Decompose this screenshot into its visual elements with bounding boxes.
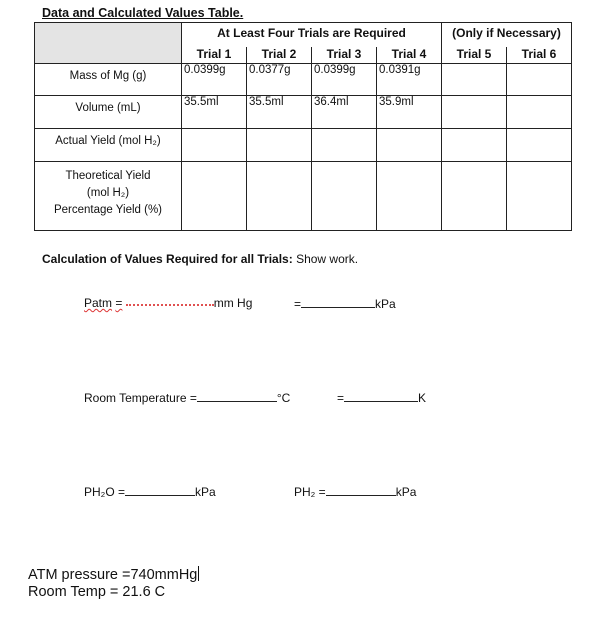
section-title: Data and Calculated Values Table. [42, 6, 244, 20]
row-label-mass: Mass of Mg (g) [35, 64, 182, 96]
room-temp-kelvin-row [337, 390, 426, 405]
patm-equals: = [115, 296, 123, 310]
room-temp-label: Room Temperature = [84, 391, 197, 405]
table-row [35, 162, 572, 231]
row-label-theoretical: Theoretical Yield [65, 170, 151, 182]
text-cursor [198, 566, 199, 581]
calculation-heading-rest: Show work. [296, 252, 359, 266]
trial-1-header: Trial 1 [182, 47, 247, 64]
actual-yield-trial-2[interactable] [247, 129, 312, 162]
mass-trial-1[interactable]: 0.0399g [182, 64, 247, 96]
row-label-theoretical-unit: (mol H₂) [86, 187, 130, 199]
volume-trial-3[interactable]: 36.4ml [312, 96, 377, 129]
room-temp-note: Room Temp = 21.6 C [28, 584, 166, 600]
patm-kpa-unit: kPa [375, 297, 396, 311]
patm-kpa-equals: = [294, 297, 302, 311]
theoretical-trial-5[interactable] [442, 162, 507, 231]
calculation-heading [42, 252, 358, 266]
patm-label: Patm [84, 296, 113, 310]
patm-row [84, 296, 252, 310]
trial-3-header: Trial 3 [312, 47, 377, 64]
row-label-theoretical-percentage [35, 162, 182, 231]
ph2o-blank[interactable] [125, 484, 195, 496]
row-label-actual-yield: Actual Yield (mol H₂) [35, 129, 182, 162]
patm-mmhg-blank[interactable] [126, 303, 214, 306]
trial-6-header: Trial 6 [507, 47, 572, 64]
ph2-label: PH₂ [294, 485, 316, 499]
room-temp-row [84, 390, 290, 405]
ph2o-equals: = [118, 485, 126, 499]
table-row [35, 129, 572, 162]
kelvin-equals: = [337, 391, 345, 405]
actual-yield-trial-6[interactable] [507, 129, 572, 162]
actual-yield-trial-5[interactable] [442, 129, 507, 162]
ph2-kpa-unit: kPa [395, 485, 417, 499]
ph2o-label: PH₂O [84, 485, 115, 499]
row-label-volume: Volume (mL) [35, 96, 182, 129]
table-header-row [35, 23, 572, 47]
header-optional-trials: (Only if Necessary) [442, 23, 572, 47]
ph2o-kpa-unit: kPa [195, 485, 216, 499]
ph2-equals: = [318, 485, 326, 499]
table-row [35, 64, 572, 96]
trial-5-header: Trial 5 [442, 47, 507, 64]
trial-2-header: Trial 2 [247, 47, 312, 64]
volume-trial-4[interactable]: 35.9ml [377, 96, 442, 129]
volume-trial-2[interactable]: 35.5ml [247, 96, 312, 129]
actual-yield-trial-4[interactable] [377, 129, 442, 162]
room-temp-celsius-blank[interactable] [197, 390, 277, 402]
theoretical-trial-4[interactable] [377, 162, 442, 231]
theoretical-trial-6[interactable] [507, 162, 572, 231]
kelvin-unit: K [418, 391, 427, 405]
header-required-trials: At Least Four Trials are Required [182, 23, 442, 47]
theoretical-trial-1[interactable] [182, 162, 247, 231]
ph2-row [294, 484, 416, 499]
actual-yield-trial-1[interactable] [182, 129, 247, 162]
volume-trial-1[interactable]: 35.5ml [182, 96, 247, 129]
row-label-percentage: Percentage Yield (%) [53, 204, 163, 216]
mass-trial-3[interactable]: 0.0399g [312, 64, 377, 96]
volume-trial-5[interactable] [442, 96, 507, 129]
table-row [35, 96, 572, 129]
patm-kpa-blank[interactable] [301, 296, 375, 308]
room-temp-kelvin-blank[interactable] [344, 390, 418, 402]
calculation-heading-bold: Calculation of Values Required for all Trials: [42, 252, 293, 266]
pressure-temp-note[interactable] [28, 566, 199, 601]
celsius-unit: °C [276, 391, 291, 405]
mass-trial-4[interactable]: 0.0391g [377, 64, 442, 96]
ph2o-row [84, 484, 216, 499]
atm-pressure-note: ATM pressure =740mmHg [28, 567, 198, 583]
mmhg-unit: mm Hg [213, 296, 253, 310]
theoretical-trial-2[interactable] [247, 162, 312, 231]
mass-trial-2[interactable]: 0.0377g [247, 64, 312, 96]
mass-trial-6[interactable] [507, 64, 572, 96]
trial-4-header: Trial 4 [377, 47, 442, 64]
actual-yield-trial-3[interactable] [312, 129, 377, 162]
data-table [34, 22, 572, 231]
ph2-blank[interactable] [326, 484, 396, 496]
patm-kpa-row [294, 296, 396, 311]
volume-trial-6[interactable] [507, 96, 572, 129]
theoretical-trial-3[interactable] [312, 162, 377, 231]
header-blank-cell [35, 23, 182, 64]
mass-trial-5[interactable] [442, 64, 507, 96]
